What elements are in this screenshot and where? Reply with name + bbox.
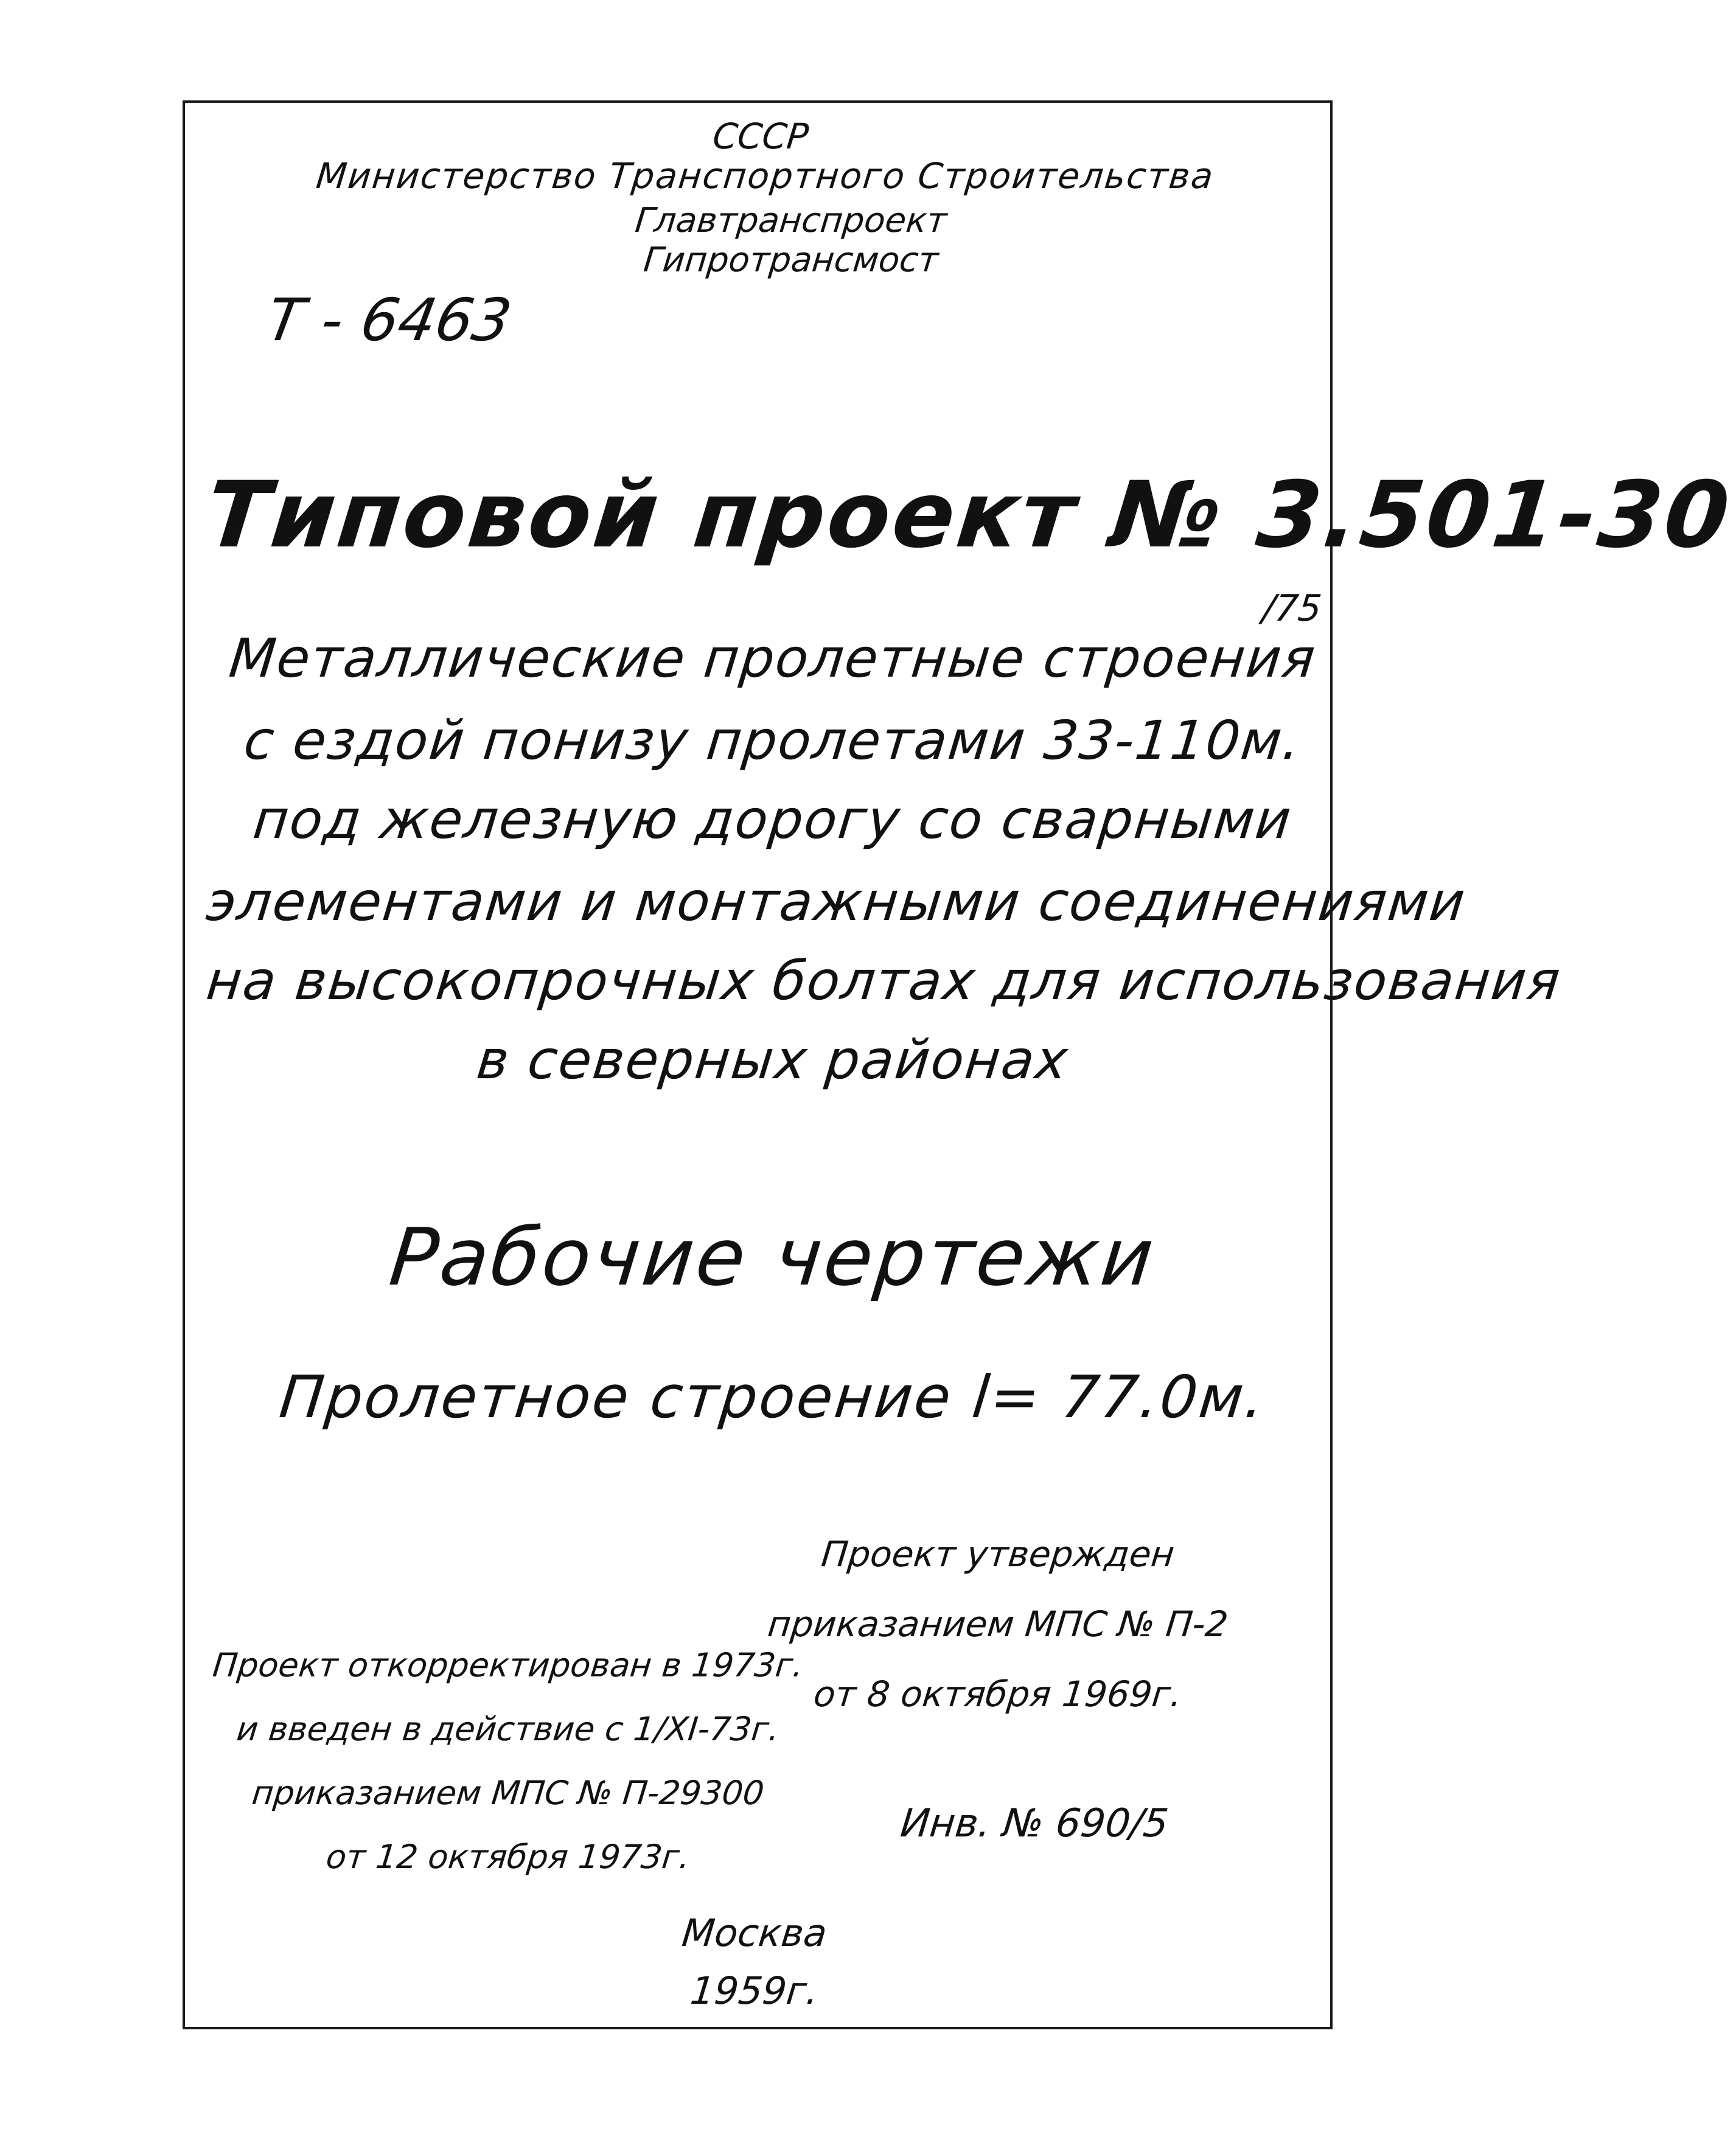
approval-line-2: приказанием МПС № П-2 xyxy=(765,1603,1230,1645)
publication-place: Москва xyxy=(680,1911,829,1955)
approval-line-3: от 8 октября 1969г. xyxy=(812,1673,1184,1715)
description-line-3: под железную дорогу со сварными xyxy=(250,788,1295,851)
organization-name-1: Главтранспроект xyxy=(633,201,949,240)
correction-line-3: приказанием МПС № П-29300 xyxy=(250,1774,766,1812)
correction-line-2: и введен в действие с 1/XI-73г. xyxy=(235,1710,781,1748)
inventory-number: Инв. № 690/5 xyxy=(898,1801,1171,1846)
ministry-header: Министерство Транспортного Строительства xyxy=(314,155,1216,197)
description-line-5: на высокопрочных болтах для использования xyxy=(203,949,1564,1012)
description-line-2: с ездой понизу пролетами 33-110м. xyxy=(241,709,1305,772)
document-code: Т - 6463 xyxy=(262,286,517,354)
title-suffix: /75 xyxy=(1260,587,1324,630)
description-line-6: в северных районах xyxy=(473,1028,1072,1091)
working-drawings-heading: Рабочие чертежи xyxy=(385,1211,1160,1303)
country-header: СССР xyxy=(711,116,810,157)
correction-line-1: Проект откорректирован в 1973г. xyxy=(211,1646,806,1684)
document-title: Типовой проект № 3.501-30 xyxy=(201,462,1736,568)
description-line-4: элементами и монтажными соединениями xyxy=(203,870,1469,933)
description-line-1: Металлические пролетные строения xyxy=(226,627,1319,689)
span-label: Пролетное строение l= 77.0м. xyxy=(276,1363,1269,1431)
publication-year: 1959г. xyxy=(688,1968,821,2013)
organization-name-2: Гипротрансмост xyxy=(641,240,941,280)
correction-line-4: от 12 октября 1973г. xyxy=(324,1838,692,1876)
approval-line-1: Проект утвержден xyxy=(819,1533,1177,1575)
